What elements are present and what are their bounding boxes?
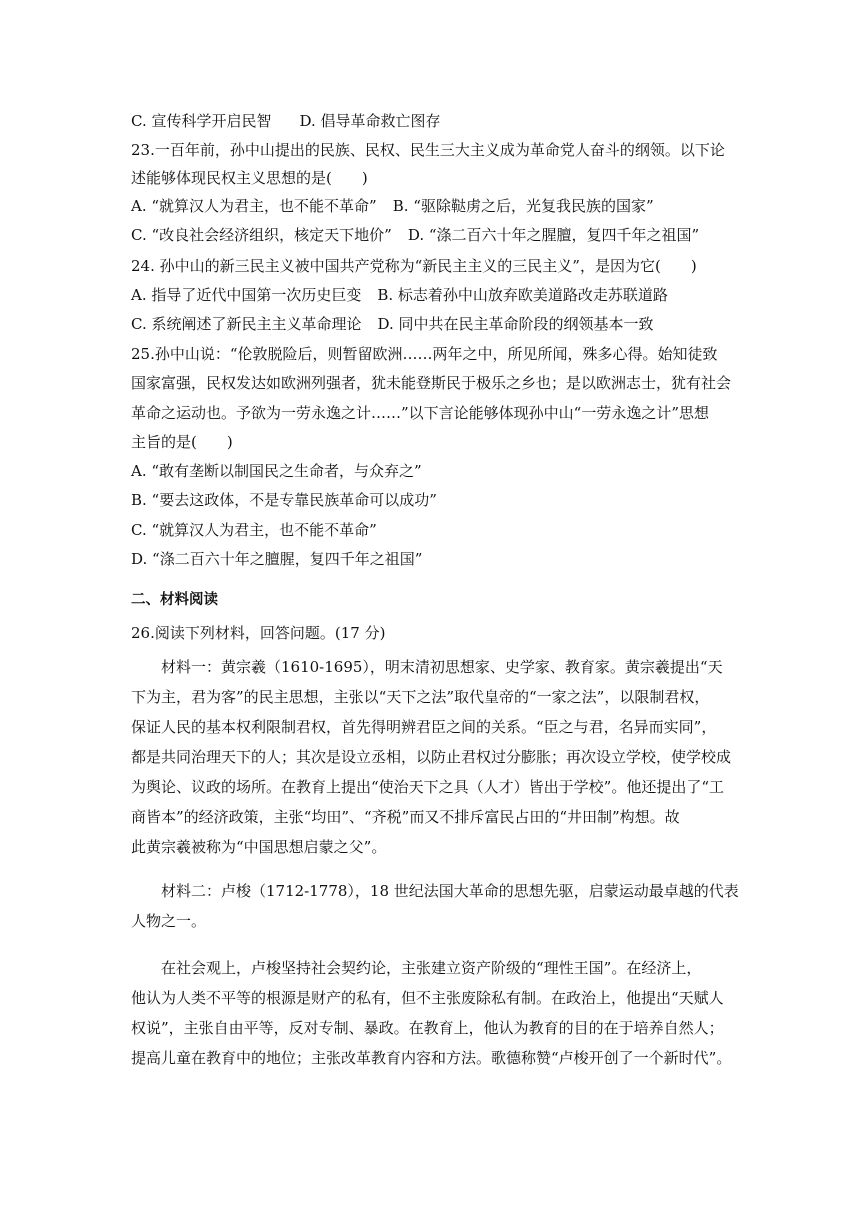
q25-stem-line1: 25.孙中山说：“伦敦脱险后，则暂留欧洲……两年之中，所见所闻，殊多心得。始知徒致 bbox=[131, 345, 718, 363]
q22-options-cd bbox=[131, 111, 731, 131]
q22-option-d: D. 倡导革命救亡图存 bbox=[299, 112, 441, 130]
material1-line5: 为舆论、议政的场所。在教育上提出“使治天下之具（人才）皆出于学校”。他还提出了“工 bbox=[131, 778, 725, 796]
material1-line3: 保证人民的基本权利限制君权，首先得明辨君臣之间的关系。“臣之与君，名异而实同”， bbox=[131, 718, 717, 736]
material2-line2: 人物之一。 bbox=[131, 912, 207, 930]
q22-option-c: C. 宣传科学开启民智 bbox=[131, 112, 272, 130]
q23-option-a: A. “就算汉人为君主，也不能不革命” bbox=[131, 197, 377, 215]
q24-options-cd bbox=[131, 314, 731, 334]
material2-line1: 材料二：卢梭（1712-1778），18 世纪法国大革命的思想先驱，启蒙运动最卓越的代表 bbox=[161, 882, 739, 900]
q25-option-c: C. “就算汉人为君主，也不能不革命” bbox=[131, 521, 377, 539]
q24-option-b: B. 标志着孙中山放弃欧美道路改走苏联道路 bbox=[377, 286, 668, 304]
q25-option-a: A. “敢有垄断以制国民之生命者，与众弃之” bbox=[131, 462, 422, 480]
q25-option-d: D. “涤二百六十年之膻腥，复四千年之祖国” bbox=[131, 550, 423, 568]
material2-line4: 他认为人类不平等的根源是财产的私有，但不主张废除私有制。在政治上，他提出“天赋人 bbox=[131, 989, 724, 1007]
material2-line6: 提高儿童在教育中的地位；主张改革教育内容和方法。歌德称赞“卢梭开创了一个新时代”。 bbox=[131, 1049, 732, 1067]
material1-line1: 材料一：黄宗羲（1610-1695），明末清初思想家、史学家、教育家。黄宗羲提出“天 bbox=[161, 658, 723, 676]
material2-line3: 在社会观上，卢梭坚持社会契约论，主张建立资产阶级的“理性王国”。在经济上， bbox=[161, 959, 702, 977]
q23-options-cd bbox=[131, 225, 731, 245]
q23-stem-line2: 述能够体现民权主义思想的是( ) bbox=[131, 169, 368, 187]
material1-line4: 都是共同治理天下的人；其次是设立丞相，以防止君权过分膨胀；再次设立学校，使学校成 bbox=[131, 748, 732, 766]
q24-option-c: C. 系统阐述了新民主主义革命理论 bbox=[131, 315, 362, 333]
q26-stem: 26.阅读下列材料，回答问题。(17 分) bbox=[131, 624, 386, 642]
section-title: 二、材料阅读 bbox=[131, 592, 218, 608]
q23-option-c: C. “改良社会经济组织，核定天下地价” bbox=[131, 226, 392, 244]
q25-stem-line4: 主旨的是( ) bbox=[131, 433, 233, 451]
q23-option-d: D. “涤二百六十年之腥膻，复四千年之祖国” bbox=[407, 226, 700, 244]
q25-stem-line3: 革命之运动也。予欲为一劳永逸之计……”以下言论能够体现孙中山“一劳永逸之计”思想 bbox=[131, 404, 710, 422]
q24-stem: 24. 孙中山的新三民主义被中国共产党称为“新民主主义的三民主义”，是因为它( ) bbox=[131, 257, 697, 275]
q24-option-d: D. 同中共在民主革命阶段的纲领基本一致 bbox=[377, 315, 654, 333]
q23-stem-line1: 23.一百年前，孙中山提出的民族、民权、民生三大主义成为革命党人奋斗的纲领。以下论 bbox=[131, 141, 725, 159]
material1-line6: 商皆本”的经济政策，主张“均田”、“齐税”而又不排斥富民占田的“井田制”构想。故 bbox=[131, 808, 680, 826]
material1-line2: 下为主，君为客”的民主思想，主张以“天下之法”取代皇帝的“一家之法”，以限制君权， bbox=[131, 688, 710, 706]
material1-line7: 此黄宗羲被称为“中国思想启蒙之父”。 bbox=[131, 838, 387, 856]
q24-option-a: A. 指导了近代中国第一次历史巨变 bbox=[131, 286, 362, 304]
q23-option-b: B. “驱除鞑虏之后，光复我民族的国家” bbox=[392, 197, 654, 215]
q24-options-ab bbox=[131, 285, 731, 305]
q25-option-b: B. “要去这政体，不是专靠民族革命可以成功” bbox=[131, 491, 437, 509]
q23-options-ab bbox=[131, 196, 731, 216]
q25-stem-line2: 国家富强，民权发达如欧洲列强者，犹未能登斯民于极乐之乡也；是以欧洲志士，犹有社会 bbox=[131, 374, 732, 392]
material2-line5: 权说”，主张自由平等，反对专制、暴政。在教育上，他认为教育的目的在于培养自然人； bbox=[131, 1019, 724, 1037]
